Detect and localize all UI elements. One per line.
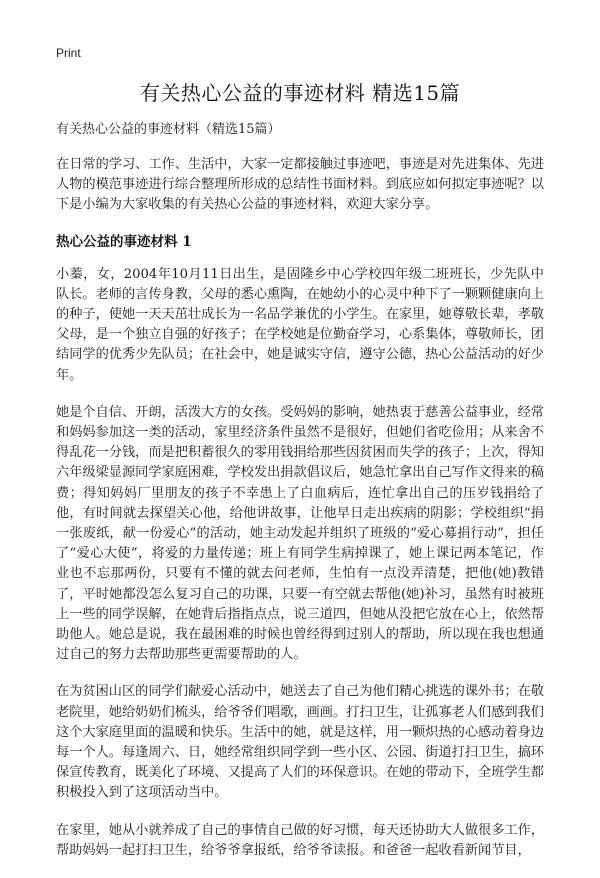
print-link[interactable]: Print [56, 46, 81, 60]
body-paragraph: 在为贫困山区的同学们献爱心活动中，她送去了自己为他们精心挑选的课外书；在敬老院里，她给奶奶们梳头，给爷爷们唱歌，画画。打扫卫生，让孤寡老人们感到我们这个大家庭里面的温暖和快乐。生活中的她，就是这样，用一颗炽热的心感动着身边每一个人。每逢周六、日，她经常组织同学到一些小区、公园、街道打扫卫生，搞环保宣传教育，既美化了环境、又提高了人们的环保意识。在她的带动下，全班学生都积极投入到了这项活动当中。 [56, 684, 544, 801]
body-paragraph: 小蓁，女，2004年10月11日出生，是固隆乡中心学校四年级二班班长，少先队中队长。老师的言传身教，父母的悉心熏陶，在她幼小的心灵中种下了一颗颗健康向上的种子，使她一天天茁壮成长为一名品学兼优的小学生。在家里，她尊敬长辈，孝敬父母，是一个独立自强的好孩子；在学校她是位勤奋学习，心系集体，尊敬师长，团结同学的优秀少先队员；在社会中，她是诚实守信，遵守公德，热心公益活动的好少年。 [56, 266, 544, 383]
intro-paragraph: 在日常的学习、工作、生活中，大家一定都接触过事迹吧，事迹是对先进集体、先进人物的模范事迹进行综合整理所形成的总结性书面材料。到底应如何拟定事迹呢？以下是小编为大家收集的有关热心公益的事迹材料，欢迎大家分享。 [56, 157, 544, 213]
document-title: 有关热心公益的事迹材料 精选15篇 [139, 81, 461, 105]
section-heading: 热心公益的事迹材料 1 [56, 233, 192, 250]
document-body [56, 121, 544, 878]
document-subtitle: 有关热心公益的事迹材料（精选15篇） [56, 122, 281, 137]
body-paragraph: 在家里，她从小就养成了自己的事情自己做的好习惯，每天还协助大人做很多工作，帮助妈妈一起打扫卫生，给爷爷拿报纸，给爷爷读报。和爸爸一起收看新闻节目， [56, 822, 544, 858]
body-paragraph: 她是个自信、开朗，活泼大方的女孩。受妈妈的影响，她热衷于慈善公益事业，经常和妈妈参加这一类的活动，家里经济条件虽然不是很好，但她们省吃俭用；从来舍不得乱花一分钱，而是把积蓄很久的零用钱捐给那些因贫困而失学的孩子；上次，得知六年级梁显源同学家庭困难，学校发出捐款倡议后，她急忙拿出自己写作文得来的稿费；得知妈妈厂里朋友的孩子不幸患上了白血病后，连忙拿出自己的压岁钱捐给了他，有时间就去探望关心他，给他讲故事，让他早日走出疾病的阴影；学校组织“捐一张废纸，献一份爱心”的活动，她主动发起并组织了班级的“爱心募捐行动”，担任了“爱心大使”，将爱的力量传递；班上有同学生病掉课了，她上课记两本笔记，作业也不忘那两份，只要有不懂的就去问老师，生怕有一点没弄清楚，把他(她)教错了，平时她都没怎么复习自己的功课，只要一有空就去帮他(她)补习，虽然有时被班上一些的同学误解，在她背后指指点点，说三道四，但她从没把它放在心上，依然帮助他人。她总是说，我在最困难的时候也曾经得到过别人的帮助，所以现在我也想通过自己的努力去帮助那些更需要帮助的人。 [56, 404, 544, 663]
